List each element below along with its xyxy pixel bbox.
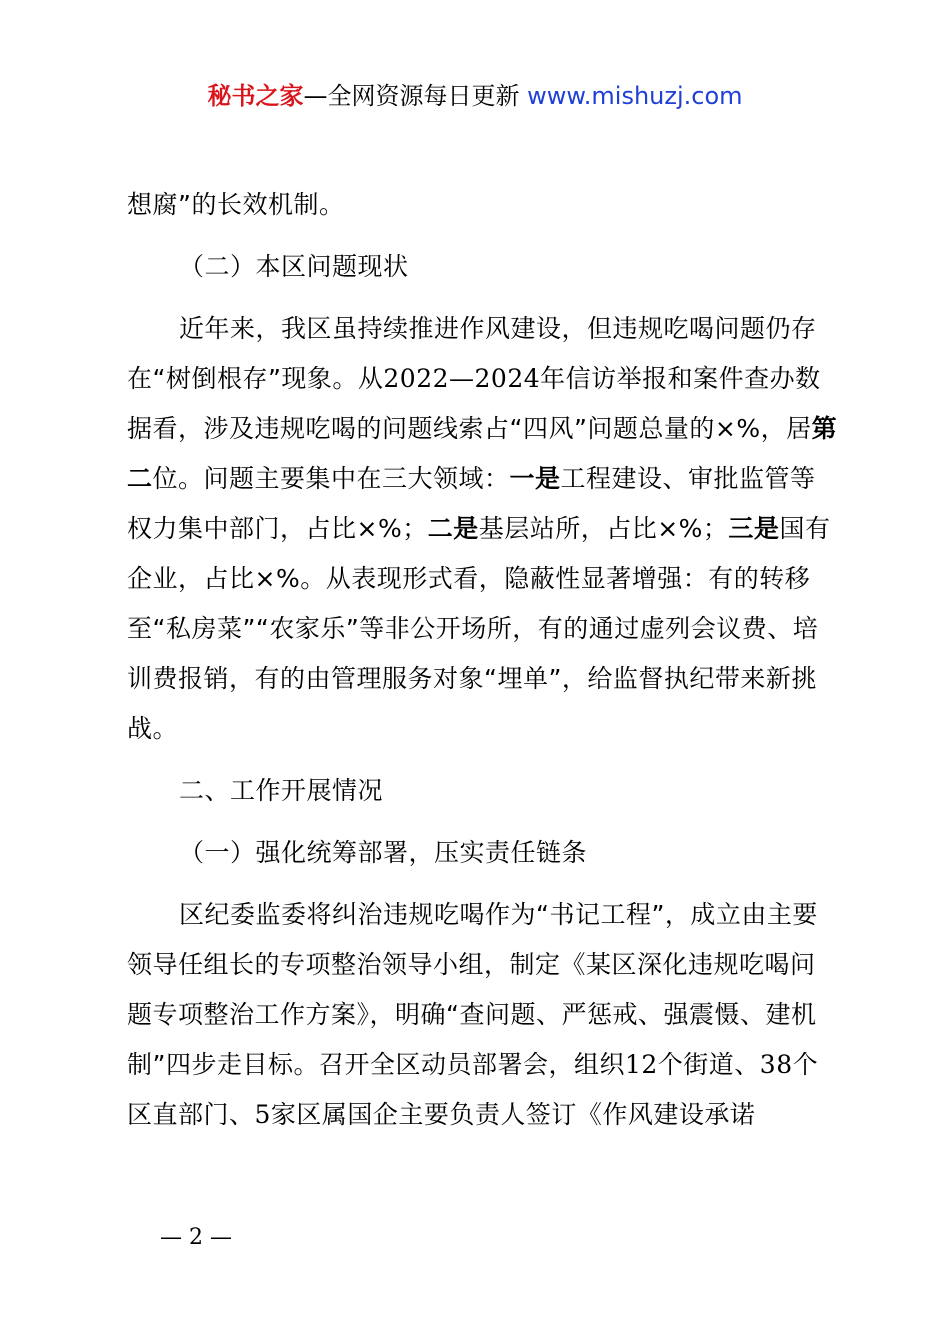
number: 38 bbox=[759, 1050, 793, 1079]
paragraph-problem-status bbox=[127, 304, 839, 754]
brand-name: 秘书之家 bbox=[207, 82, 304, 110]
bold-second: 二是 bbox=[427, 514, 479, 543]
text-run: 位。问题主要集中在三大领域： bbox=[152, 464, 510, 493]
paragraph-continued: 想腐”的长效机制。 bbox=[127, 190, 345, 219]
text-run: 个区直部门、 bbox=[127, 1050, 819, 1129]
bold-third: 三是 bbox=[728, 514, 780, 543]
section-heading-problem-status: （二）本区问题现状 bbox=[179, 252, 409, 281]
text-run: 近年来，我区虽持续推进作风建设，但违规吃喝问题仍存在“树倒根存”现象。从 bbox=[127, 314, 817, 393]
section-heading-coordination: （一）强化统筹部署，压实责任链条 bbox=[179, 838, 588, 867]
text-run: 家区属国企主要负责人签订《作风建设承诺 bbox=[270, 1100, 756, 1129]
text-run: 年信访举报和案件查办数据看，涉及违规吃喝的问题线索占“四风”问题总量的×%，居 bbox=[127, 364, 821, 443]
text-run: 工程建设、审批监管等权力集中部门，占比×%； bbox=[127, 464, 816, 543]
site-url-link[interactable]: www.mishuzj.com bbox=[527, 82, 743, 110]
bold-rank: 第二 bbox=[127, 414, 838, 493]
paragraph-coordination bbox=[127, 890, 839, 1140]
number: 12 bbox=[624, 1050, 658, 1079]
site-header bbox=[0, 78, 950, 114]
text-run: 国有企业，占比×%。从表现形式看，隐蔽性显著增强：有的转移至“私房菜”“农家乐”等非公开场所，有的通过虚列会议费、培训费报销，有的由管理服务对象“埋单”，给监督执纪带来新挑战。 bbox=[127, 514, 831, 743]
chapter-heading-work-progress: 二、工作开展情况 bbox=[179, 776, 384, 805]
header-tagline: —全网资源每日更新 bbox=[303, 82, 520, 110]
text-run: 个街道、 bbox=[657, 1050, 760, 1079]
page-number: — 2 — bbox=[160, 1225, 232, 1250]
document-body bbox=[127, 180, 839, 1140]
bold-first: 一是 bbox=[509, 464, 561, 493]
year-range: 2022—2024 bbox=[383, 364, 541, 393]
text-run: 基层站所，占比×%； bbox=[478, 514, 729, 543]
text-run: 区纪委监委将纠治违规吃喝作为“书记工程”，成立由主要领导任组长的专项整治领导小组，制定《某区深化违规吃喝问题专项整治工作方案》，明确“查问题、严惩戒、强震慑、建机制”四步走目标。召开全区动员部署会，组织 bbox=[127, 900, 818, 1079]
number: 5 bbox=[254, 1100, 271, 1129]
